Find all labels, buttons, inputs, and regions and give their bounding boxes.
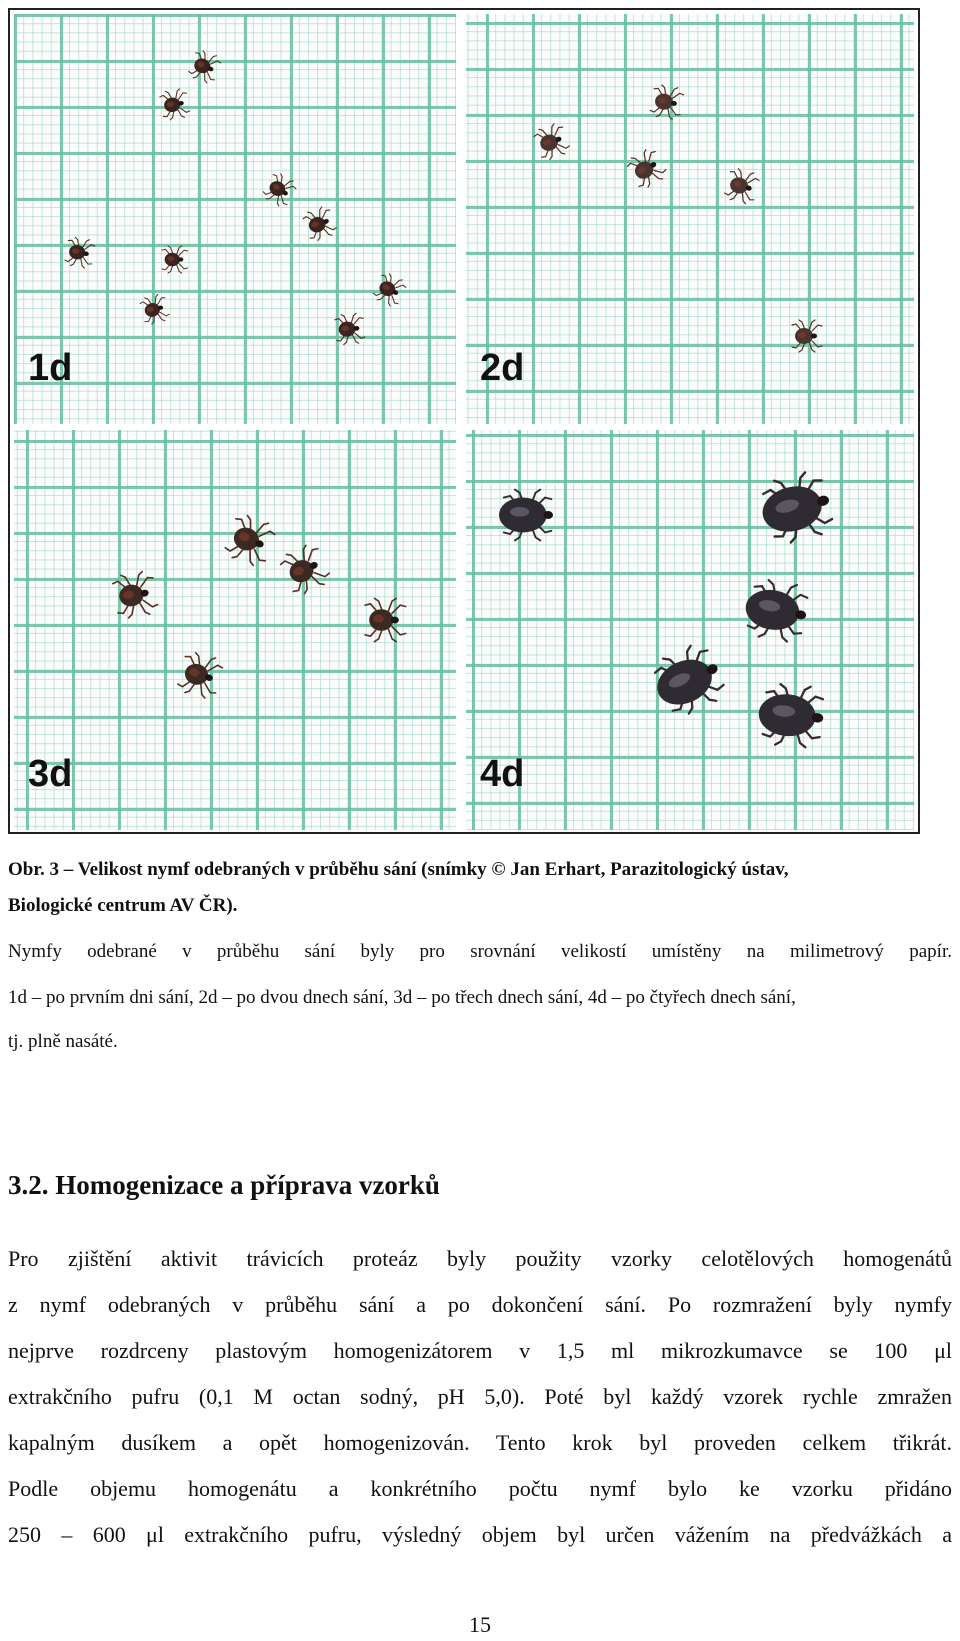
tick-nymph-image <box>154 86 195 123</box>
tick-nymph-image <box>134 291 174 328</box>
paragraph-line: Podle objemu homogenátu a konkrétního počtu nymf bylo ke vzorku přidáno <box>8 1476 952 1501</box>
tick-nymph-image <box>59 234 100 271</box>
tick-nymph-image <box>526 119 575 165</box>
tick-nymph-image <box>182 45 226 86</box>
panel-label: 1d <box>28 347 73 389</box>
section-heading: 3.2. Homogenizace a příprava vzorků <box>8 1170 440 1200</box>
figure-caption-text: tj. plně nasáté. <box>8 1031 118 1052</box>
tick-nymph-image <box>270 538 338 603</box>
tick-nymph-image <box>494 488 558 542</box>
tick-nymph-image <box>643 82 688 122</box>
tick-nymph-image <box>786 319 826 353</box>
tick-nymph-image <box>366 267 412 310</box>
paragraph-line: nejprve rozdrceny plastovým homogenizátorem v 1,5 ml mikrozkumavce se 100 μl <box>8 1338 952 1363</box>
paragraph-line: Pro zjištění aktivit trávicích proteáz byly použity vzorky celotělových homogenátů <box>8 1246 952 1271</box>
tick-nymph-image <box>619 143 673 195</box>
tick-nymph-image <box>749 465 844 551</box>
panel-label: 3d <box>28 753 73 795</box>
figure-caption-text: Nymfy odebrané v průběhu sání byly pro srovnání velikostí umístěny na milimetrový papír. <box>8 941 952 962</box>
tick-nymph-image <box>329 311 370 346</box>
tick-nymph-image <box>717 164 764 207</box>
panel-day-1 <box>14 14 456 424</box>
paragraph-line: z nymf odebraných v průběhu sání a po dokončení sání. Po rozmražení byly nymfy <box>8 1292 952 1317</box>
tick-nymph-figure <box>8 8 920 834</box>
figure-caption-title-cont: Biologické centrum AV ČR). <box>8 895 238 916</box>
tick-nymph-image <box>750 679 831 750</box>
paragraph-line: kapalným dusíkem a opět homogenizován. Tento krok byl proveden celkem třikrát. <box>8 1430 952 1455</box>
tick-nymph-image <box>157 245 191 274</box>
paragraph-line: 250 – 600 μl extrakčního pufru, výsledný objem byl určen vážením na předvážkách a <box>8 1522 952 1547</box>
panel-day-2 <box>466 14 914 424</box>
paragraph-line: extrakčního pufru (0,1 M octan sodný, pH 5,0). Poté byl každý vzorek rychle zmražen <box>8 1384 952 1409</box>
panel-label: 4d <box>480 753 525 795</box>
figure-caption-text: 1d – po prvním dni sání, 2d – po dvou dnech sání, 3d – po třech dnech sání, 4d – po čtyřech dnech sání, <box>8 987 796 1008</box>
tick-nymph-image <box>640 634 736 725</box>
body-paragraph <box>8 1236 952 1558</box>
tick-nymph-image <box>103 568 164 623</box>
tick-nymph-image <box>357 597 411 643</box>
tick-nymph-image <box>168 647 230 703</box>
figure-caption-title: Obr. 3 – Velikost nymf odebraných v průběhu sání (snímky © Jan Erhart, Parazitologický ústav, <box>8 859 789 880</box>
tick-nymph-image <box>296 202 343 245</box>
tick-nymph-image <box>256 167 303 212</box>
panel-day-4 <box>466 430 914 830</box>
page-number: 15 <box>469 1612 491 1637</box>
panel-day-3 <box>14 430 456 830</box>
panel-label: 2d <box>480 347 525 389</box>
tick-nymph-image <box>735 574 816 647</box>
